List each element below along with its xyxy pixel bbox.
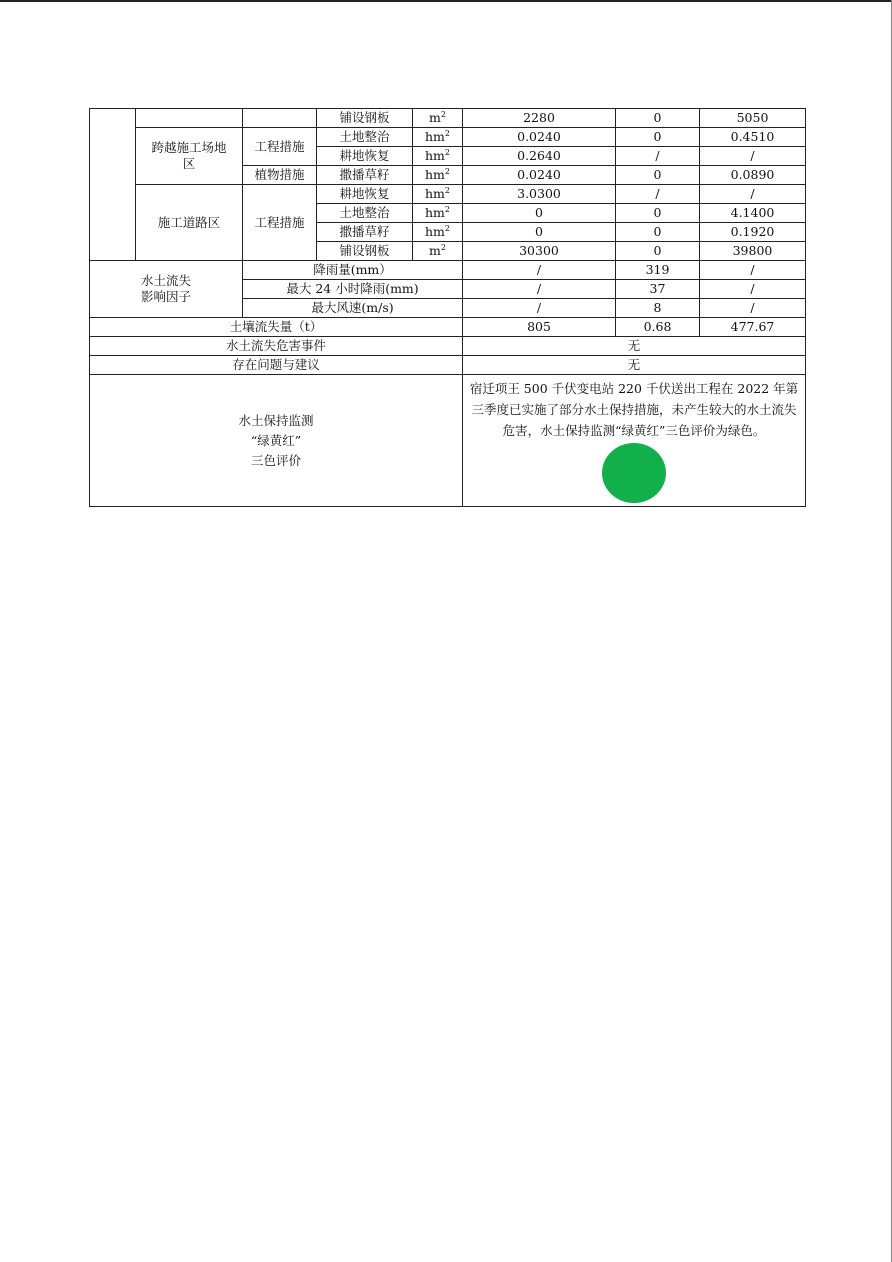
- plan-value: 0: [463, 204, 616, 223]
- issues-value: 无: [463, 356, 806, 375]
- plan-value: 2280: [463, 109, 616, 128]
- measure-type-vegetation: 植物措施: [243, 166, 317, 185]
- monitoring-table: [89, 108, 806, 507]
- measure-name: 撒播草籽: [317, 223, 413, 242]
- measure-type-engineering: 工程措施: [243, 128, 317, 166]
- unit-cell: $hm^2$: [413, 166, 463, 185]
- unit-cell: $m^2$: [413, 242, 463, 261]
- hazard-value: 无: [463, 337, 806, 356]
- plan-value: /: [463, 261, 616, 280]
- table-row: [90, 337, 806, 356]
- measure-name: 土地整治: [317, 204, 413, 223]
- plan-value: 0.2640: [463, 147, 616, 166]
- cumulative-value: 477.67: [700, 318, 806, 337]
- soil-loss-label: 土壤流失量（t）: [90, 318, 463, 337]
- table-row: [90, 318, 806, 337]
- done-value: 0: [616, 223, 700, 242]
- done-value: 0: [616, 242, 700, 261]
- cumulative-value: /: [700, 299, 806, 318]
- cumulative-value: /: [700, 185, 806, 204]
- done-value: /: [616, 185, 700, 204]
- table-row: [90, 356, 806, 375]
- measure-type-cell-blank: [243, 109, 317, 128]
- plan-value: 0: [463, 223, 616, 242]
- area-name-crossing: 跨越施工场地 区: [136, 128, 243, 185]
- done-value: 0: [616, 166, 700, 185]
- evaluation-text: 宿迁项王 500 千伏变电站 220 千伏送出工程在 2022 年第三季度已实施了部分水土保持措施，未产生较大的水土流失危害，水土保持监测“绿黄红”三色评价为绿色。: [469, 381, 799, 438]
- done-value: 0.68: [616, 318, 700, 337]
- hazard-label: 水土流失危害事件: [90, 337, 463, 356]
- factor-name: 最大 24 小时降雨(mm): [243, 280, 463, 299]
- cumulative-value: /: [700, 261, 806, 280]
- done-value: 8: [616, 299, 700, 318]
- done-value: 319: [616, 261, 700, 280]
- table-row: [90, 185, 806, 204]
- evaluation-label: 水土保持监测 “绿黄红” 三色评价: [90, 375, 463, 507]
- plan-value: 805: [463, 318, 616, 337]
- unit-cell: $hm^2$: [413, 204, 463, 223]
- plan-value: /: [463, 299, 616, 318]
- measure-name: 土地整治: [317, 128, 413, 147]
- cumulative-value: 4.1400: [700, 204, 806, 223]
- issues-label: 存在问题与建议: [90, 356, 463, 375]
- unit-cell: $hm^2$: [413, 223, 463, 242]
- measure-name: 撒播草籽: [317, 166, 413, 185]
- plan-value: 0.0240: [463, 166, 616, 185]
- plan-value: /: [463, 280, 616, 299]
- unit-cell: $hm^2$: [413, 185, 463, 204]
- plan-value: 30300: [463, 242, 616, 261]
- unit-cell: $hm^2$: [413, 147, 463, 166]
- cumulative-value: 5050: [700, 109, 806, 128]
- outer-category-cell: [90, 109, 136, 261]
- cumulative-value: 0.1920: [700, 223, 806, 242]
- cumulative-value: 39800: [700, 242, 806, 261]
- measure-name: 耕地恢复: [317, 185, 413, 204]
- done-value: 0: [616, 128, 700, 147]
- cumulative-value: /: [700, 280, 806, 299]
- factor-name: 最大风速(m/s): [243, 299, 463, 318]
- unit-cell: $m^2$: [413, 109, 463, 128]
- done-value: 0: [616, 204, 700, 223]
- table-row: [90, 109, 806, 128]
- factors-label: 水土流失 影响因子: [90, 261, 243, 318]
- done-value: 37: [616, 280, 700, 299]
- factor-name: 降雨量(mm）: [243, 261, 463, 280]
- plan-value: 0.0240: [463, 128, 616, 147]
- done-value: /: [616, 147, 700, 166]
- done-value: 0: [616, 109, 700, 128]
- area-cell-blank: [136, 109, 243, 128]
- measure-name: 铺设钢板: [317, 109, 413, 128]
- cumulative-value: 0.4510: [700, 128, 806, 147]
- measure-type-engineering: 工程措施: [243, 185, 317, 261]
- table-row: [90, 128, 806, 147]
- unit-cell: $hm^2$: [413, 128, 463, 147]
- area-name-road: 施工道路区: [136, 185, 243, 261]
- green-status-indicator: [602, 443, 666, 503]
- page-top-border: [0, 0, 892, 2]
- table-row: [90, 375, 806, 507]
- table-row: [90, 261, 806, 280]
- measure-name: 耕地恢复: [317, 147, 413, 166]
- cumulative-value: 0.0890: [700, 166, 806, 185]
- measure-name: 铺设钢板: [317, 242, 413, 261]
- plan-value: 3.0300: [463, 185, 616, 204]
- cumulative-value: /: [700, 147, 806, 166]
- evaluation-conclusion: [463, 375, 806, 507]
